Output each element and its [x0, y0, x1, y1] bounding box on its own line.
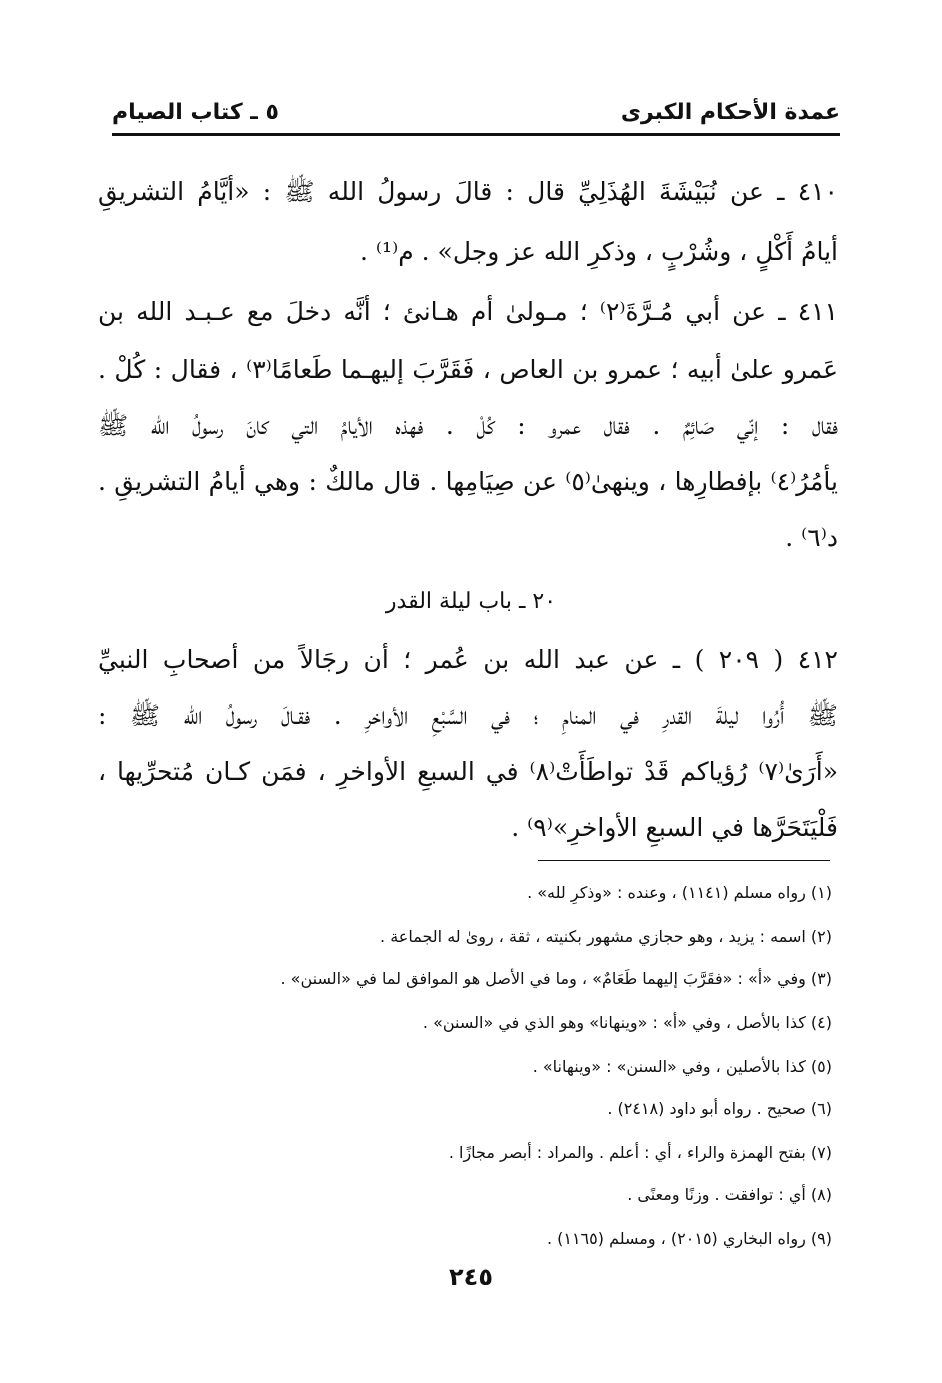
- footnote-4: (٤) كذا بالأصل ، وفي «أ» : «وينهانا» وهو الذي في «السنن» .: [422, 1013, 832, 1032]
- footnote-5: (٥) كذا بالأصلين ، وفي «السنن» : «وينهانا» .: [532, 1057, 832, 1076]
- hadith-411-line-2: عَمرو علىٰ أبيه ؛ عمرو بن العاص ، فَقَرَّبَ إليهـما طَعامًا⁽٣⁾ ، فقال : كُلْ .: [98, 355, 838, 384]
- hadith-411-line-4: يأمُرُ⁽٤⁾ بإفطارِها ، وينهىٰ⁽٥⁾ عن صِيَامِها . قال مالكٌ : وهي أيامُ التشريقِ .: [98, 467, 838, 496]
- footnote-separator: [538, 860, 830, 861]
- hadith-412-line-2: ﷺ أُرُوا ليلةَ القدرِ في المنامِ ؛ في السَّبْعِ الأواخرِ . فقـالَ رسولُ الله ﷺ :: [98, 701, 838, 730]
- footnote-2: (٢) اسمه : يزيد ، وهو حجازي مشهور بكنيته ، ثقة ، روىٰ له الجماعة .: [380, 927, 832, 946]
- footnote-6: (٦) صحيح . رواه أبو داود (٢٤١٨) .: [607, 1099, 832, 1118]
- footnote-8: (٨) أي : توافقت . وزنًا ومعنًى .: [627, 1185, 832, 1204]
- hadith-412-line-4: فَلْيَتَحَرَّها في السبعِ الأواخرِ»⁽٩⁾ .: [511, 813, 838, 842]
- header-rule: [112, 133, 840, 136]
- hadith-411-line-5: د⁽٦⁾ .: [785, 523, 838, 552]
- page-number: ٢٤٥: [449, 1263, 493, 1291]
- book-title: عمدة الأحكام الكبرى: [620, 99, 840, 125]
- hadith-412-line-1: ٤١٢ ( ٢٠٩ ) ـ عن عبد الله بن عُمر ؛ أن رجَالاً من أصحابِ النبيِّ: [98, 645, 838, 674]
- hadith-411-line-1: ٤١١ ـ عن أبي مُـرَّةَ⁽٢⁾ ؛ مـولىٰ أم هـانئ ؛ أنَّه دخلَ مع عـبـد الله بن: [98, 297, 838, 326]
- chapter-heading: ٢٠ ـ باب ليلة القدر: [385, 589, 557, 614]
- chapter-title: ٥ ـ كتاب الصيام: [112, 99, 279, 125]
- hadith-412-line-3: «أَرَىٰ⁽٧⁾ رُؤياكم قَدْ تواطَأَتْ⁽٨⁾ في السبعِ الأواخرِ ، فمَن كـان مُتحرِّيها ،: [98, 757, 838, 786]
- footnote-7: (٧) بفتح الهمزة والراء ، أي : أعلم . والمراد : أبصر مجازًا .: [448, 1143, 832, 1162]
- hadith-410-line-2: أيامُ أَكْلٍ ، وشُرْبٍ ، وذكرِ الله عز وجل» . م⁽¹⁾ .: [360, 237, 838, 266]
- footnote-3: (٣) وفي «أ» : «فقَرَّبَ إليهما طَعَامٌ» ، وما في الأصل هو الموافق لما في «السنن» .: [280, 969, 832, 988]
- running-header: [112, 92, 840, 132]
- footnote-9: (٩) رواه البخاري (٢٠١٥) ، ومسلم (١١٦٥) .: [546, 1229, 832, 1248]
- footnote-1: (١) رواه مسلم (١١٤١) ، وعنده : «وذكرِ لله» .: [527, 883, 832, 902]
- hadith-411-line-3: فقال : إنّي صَائِمٌ . فقال عمرو : كُلْ . فهذه الأيامُ التي كانَ رسولُ الله ﷺ: [98, 411, 838, 440]
- hadith-410-line-1: ٤١٠ ـ عن نُبَيْشَةَ الهُذَلِيِّ قال : قالَ رسولُ الله ﷺ : «أيَّامُ التشريقِ: [98, 177, 838, 206]
